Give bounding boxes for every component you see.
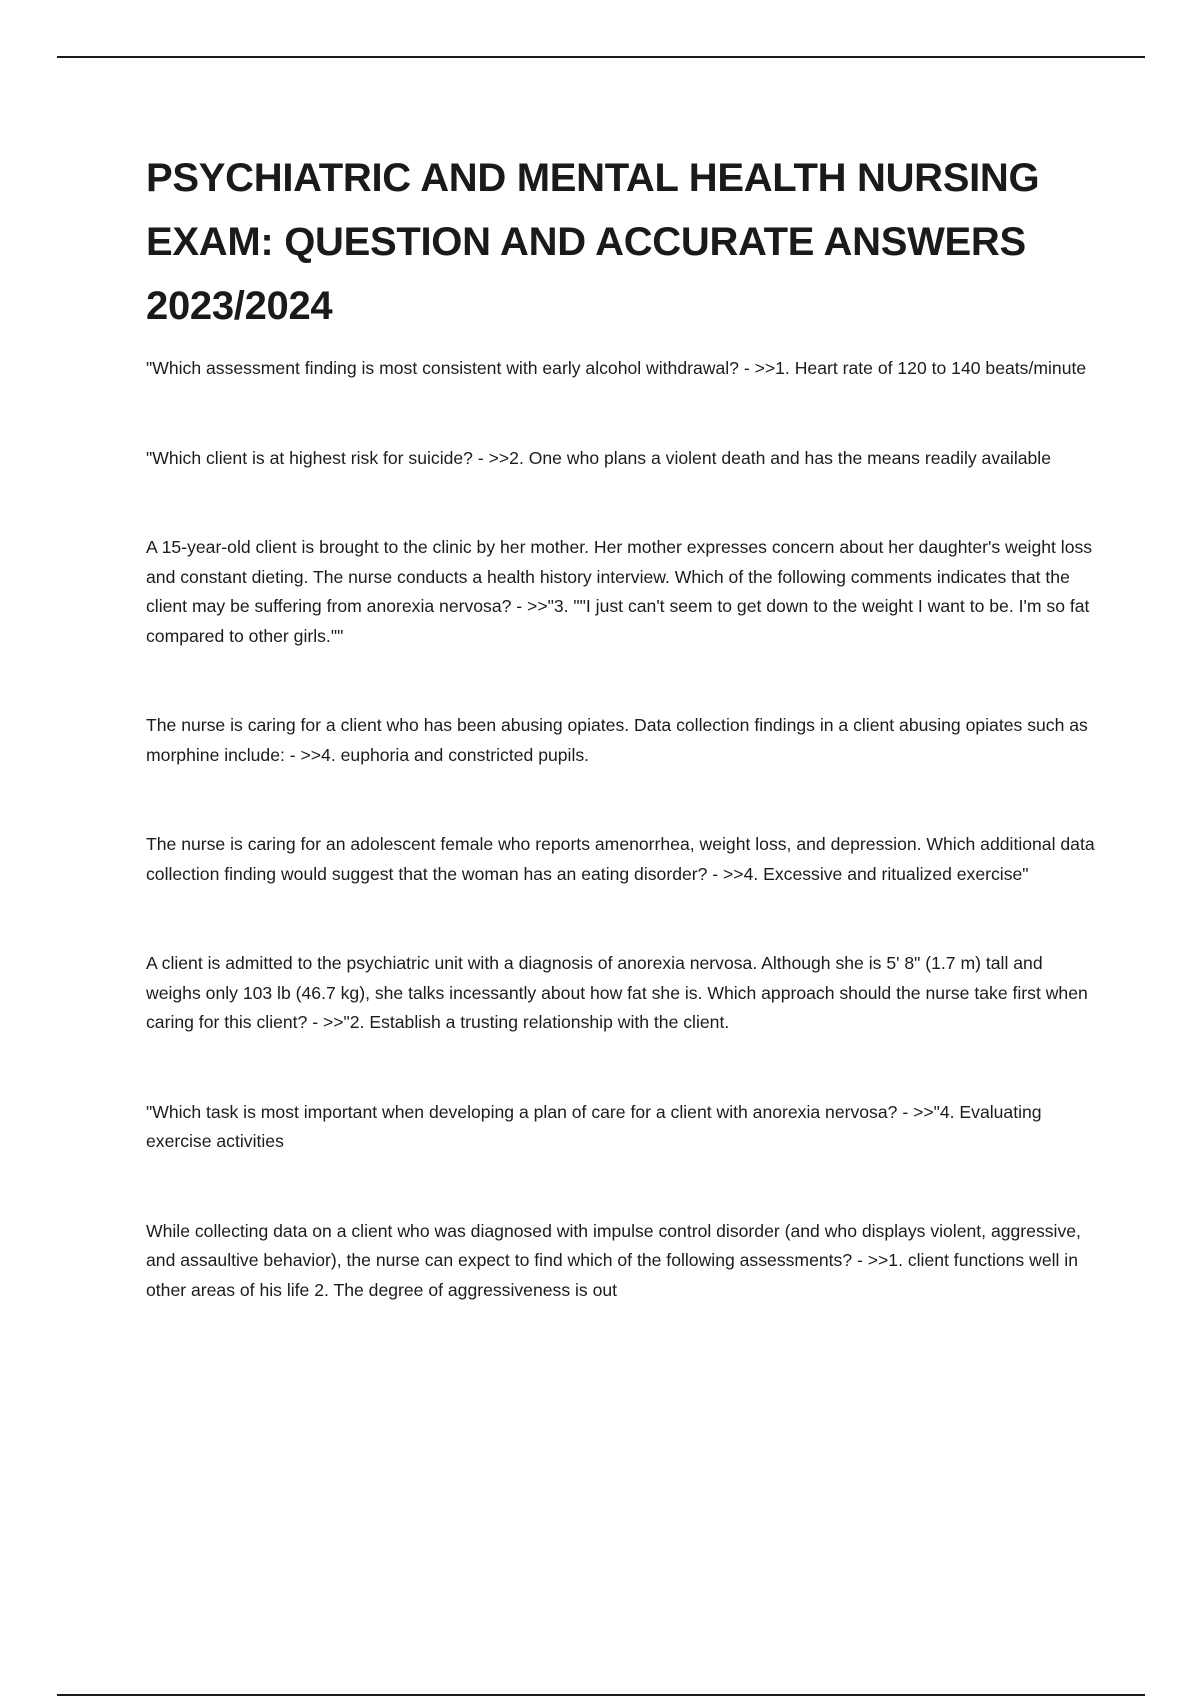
qa-item: "Which client is at highest risk for suicide? - >>2. One who plans a violent death and has the means readily available [146,447,1052,468]
document-title [146,146,1096,338]
title-line-1: PSYCHIATRIC AND MENTAL HEALTH NURSING [146,156,1040,200]
document-body [146,146,1096,1305]
top-divider [57,56,1145,58]
bottom-divider [57,1694,1145,1696]
qa-item: The nurse is caring for an adolescent female who reports amenorrhea, weight loss, and depression. Which additional data collection finding would suggest that the woman has an eating disorder? - >>4. Excessive and ritualized exercise" [146,834,1095,884]
question-answer-list [146,354,1096,1305]
qa-item: A client is admitted to the psychiatric unit with a diagnosis of anorexia nervosa. Although she is 5' 8" (1.7 m) tall and weighs only 103 lb (46.7 kg), she talks incessantly about how fat she is. Which approach should the nurse take first when caring for this client? - >>"2. Establish a trusting relationship with the client. [146,953,1088,1032]
title-line-2: EXAM: QUESTION AND ACCURATE ANSWERS [146,220,1026,264]
qa-item: "Which assessment finding is most consistent with early alcohol withdrawal? - >>1. Heart rate of 120 to 140 beats/minute [146,358,1087,378]
qa-item: A 15-year-old client is brought to the clinic by her mother. Her mother expresses concern about her daughter's weight loss and constant dieting. The nurse conducts a health history interview. Which of the following comments indicates that the client may be suffering from anorexia nervosa? - >>"3. ""I just can't seem to get down to the weight I want to be. I'm so fat compared to other girls."" [146,537,1093,646]
qa-item: "Which task is most important when developing a plan of care for a client with anorexia nervosa? - >>"4. Evaluating exercise activities [146,1101,1042,1151]
qa-item: The nurse is caring for a client who has been abusing opiates. Data collection findings in a client abusing opiates such as morphine include: - >>4. euphoria and constricted pupils. [146,715,1088,765]
qa-item: While collecting data on a client who was diagnosed with impulse control disorder (and who displays violent, aggressive, and assaultive behavior), the nurse can expect to find which of the following assessments? - >>1. client functions well in other areas of his life 2. The degree of aggressiveness is out [146,1220,1081,1300]
title-line-3: 2023/2024 [146,284,333,328]
